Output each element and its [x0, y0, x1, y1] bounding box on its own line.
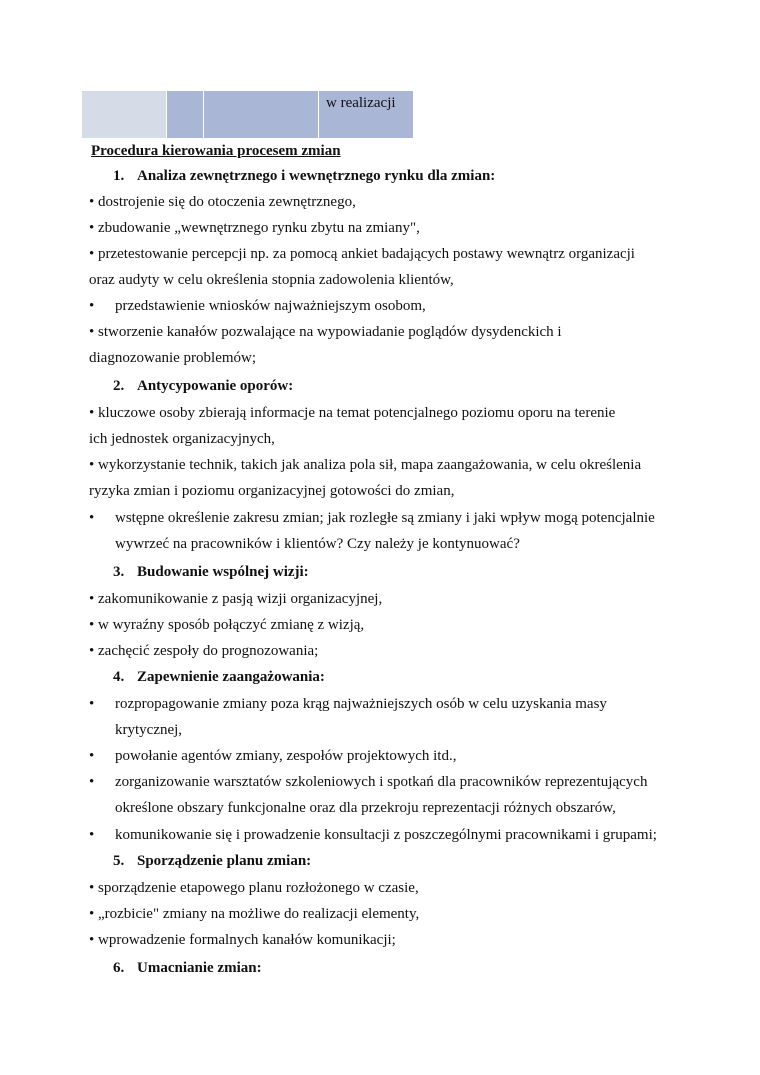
list-item: • zakomunikowanie z pasją wizji organizacyjnej, — [89, 591, 383, 607]
list-item: • zbudowanie „wewnętrznego rynku zbytu na zmiany", — [89, 220, 420, 236]
table-cell — [167, 91, 204, 138]
list-item: • przedstawienie wniosków najważniejszym osobom, — [89, 298, 426, 314]
list-item: • przetestowanie percepcji np. za pomocą ankiet badających postawy wewnątrz organizacji — [89, 246, 635, 262]
section-heading-4: 4. Zapewnienie zaangażowania: — [113, 669, 325, 685]
list-item: • powołanie agentów zmiany, zespołów projektowych itd., — [89, 748, 457, 764]
section-heading-3: 3. Budowanie wspólnej wizji: — [113, 564, 309, 580]
table-cell — [82, 91, 167, 138]
list-item: • dostrojenie się do otoczenia zewnętrznego, — [89, 194, 356, 210]
document-title: Procedura kierowania procesem zmian — [91, 143, 341, 159]
list-item: • wykorzystanie technik, takich jak analiza pola sił, mapa zaangażowania, w celu określenia — [89, 457, 642, 473]
table-cell-status: w realizacji — [319, 91, 413, 138]
list-item: • zachęcić zespoły do prognozowania; — [89, 643, 319, 659]
list-item: • wprowadzenie formalnych kanałów komunikacji; — [89, 932, 396, 948]
section-heading-2: 2. Antycypowanie oporów: — [113, 378, 294, 394]
status-table-fragment — [82, 91, 413, 138]
list-item: • w wyraźny sposób połączyć zmianę z wizją, — [89, 617, 365, 633]
list-item-continuation: ryzyka zmian i poziomu organizacyjnej gotowości do zmian, — [89, 483, 455, 499]
list-item: • sporządzenie etapowego planu rozłożonego w czasie, — [89, 880, 419, 896]
list-item-continuation: określone obszary funkcjonalne oraz dla przekroju reprezentacji różnych obszarów, — [115, 800, 616, 816]
list-item-continuation: krytycznej, — [115, 722, 183, 738]
list-item: • kluczowe osoby zbierają informacje na temat potencjalnego poziomu oporu na terenie — [89, 405, 616, 421]
list-item: • zorganizowanie warsztatów szkoleniowych i spotkań dla pracowników reprezentujących — [89, 774, 648, 790]
list-item: • wstępne określenie zakresu zmian; jak rozległe są zmiany i jaki wpływ mogą potencjalnie — [89, 510, 655, 526]
list-item: • „rozbicie" zmiany na możliwe do realizacji elementy, — [89, 906, 420, 922]
list-item: • rozpropagowanie zmiany poza krąg najważniejszych osób w celu uzyskania masy — [89, 696, 607, 712]
table-cell — [204, 91, 319, 138]
section-heading-6: 6. Umacnianie zmian: — [113, 960, 262, 976]
list-item-continuation: ich jednostek organizacyjnych, — [89, 431, 275, 447]
list-item-continuation: oraz audyty w celu określenia stopnia zadowolenia klientów, — [89, 272, 454, 288]
list-item: • stworzenie kanałów pozwalające na wypowiadanie poglądów dysydenckich i — [89, 324, 562, 340]
section-heading-5: 5. Sporządzenie planu zmian: — [113, 853, 312, 869]
list-item-continuation: wywrzeć na pracowników i klientów? Czy należy je kontynuować? — [115, 536, 520, 552]
list-item: • komunikowanie się i prowadzenie konsultacji z poszczególnymi pracownikami i grupami; — [89, 827, 657, 843]
list-item-continuation: diagnozowanie problemów; — [89, 350, 257, 366]
section-heading-1: 1. Analiza zewnętrznego i wewnętrznego rynku dla zmian: — [113, 168, 496, 184]
